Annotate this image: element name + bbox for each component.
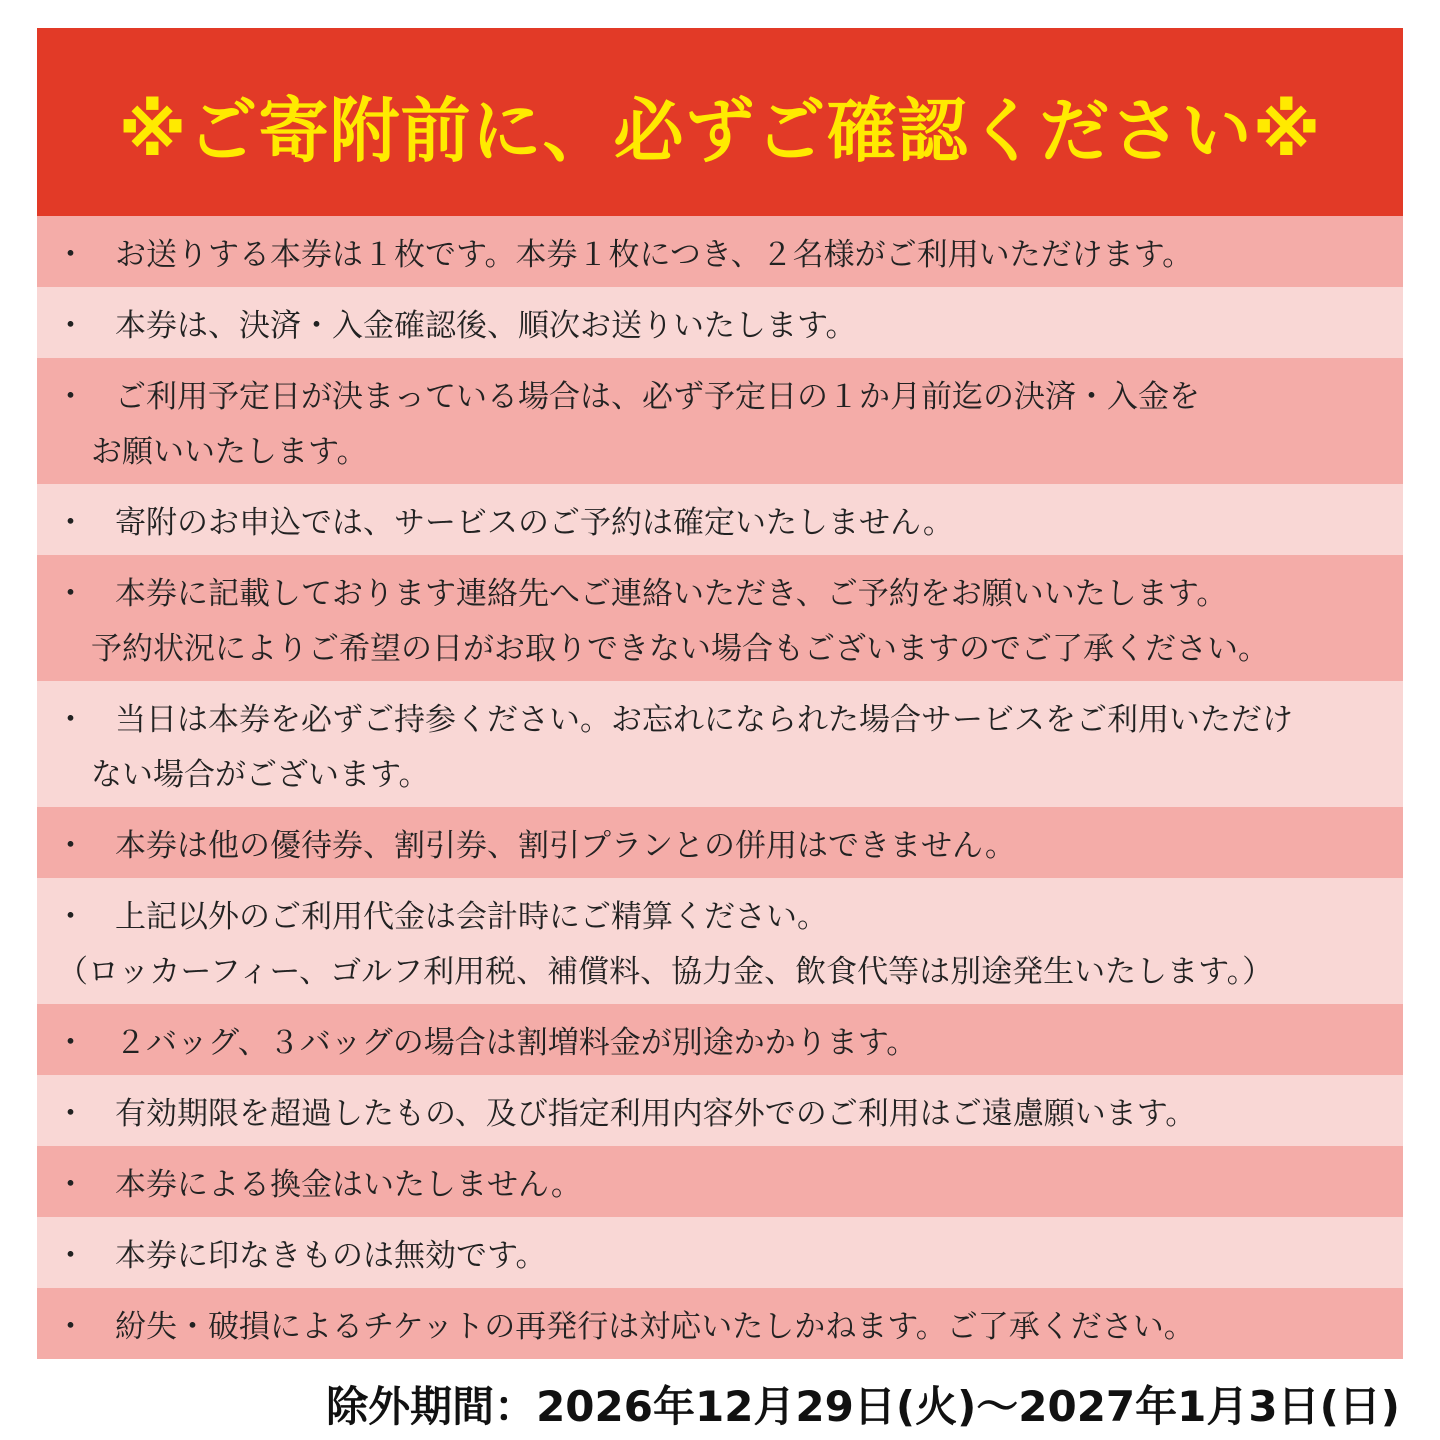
notice-item-5 (37, 555, 1403, 681)
notice-item-6 (37, 681, 1403, 807)
notice-title: ※ご寄附前に、必ずご確認ください※ (118, 89, 1322, 172)
notice-item-4 (37, 484, 1403, 555)
bullet-icon: ・ (55, 899, 86, 935)
bullet-icon: ・ (55, 505, 86, 541)
notice-item-text: ・ ご利用予定日が決まっている場合は、必ず予定日の１か月前迄の決済・入金を (85, 371, 1403, 416)
notice-item-3 (37, 358, 1403, 484)
notice-item-text: ・ 有効期限を超過したもの、及び指定利用内容外でのご利用はご遠慮願います。 (85, 1088, 1403, 1133)
notice-item-text: ・ 寄附のお申込では、サービスのご予約は確定いたしません。 (85, 497, 1403, 542)
notice-panel (37, 28, 1403, 1359)
notice-item-12 (37, 1217, 1403, 1288)
notice-item-7 (37, 807, 1403, 878)
bullet-icon: ・ (55, 237, 86, 273)
notice-item-8 (37, 878, 1403, 1004)
notice-item-text-continued: 予約状況によりご希望の日がお取りできない場合もございますのでご了承ください。 (91, 631, 1269, 667)
bullet-icon: ・ (55, 576, 86, 612)
bullet-icon: ・ (55, 1096, 86, 1132)
notice-item-text: ・ 本券に記載しております連絡先へご連絡いただき、ご予約をお願いいたします。 (85, 568, 1403, 613)
notice-item-text: ・ 上記以外のご利用代金は会計時にご精算ください。 (85, 891, 1403, 936)
notice-item-text: ・ お送りする本券は１枚です。本券１枚につき、２名様がご利用いただけます。 (85, 229, 1403, 274)
notice-item-9 (37, 1004, 1403, 1075)
notice-item-text-continued: （ロッカーフィー、ゴルフ利用税、補償料、協力金、飲食代等は別途発生いたします。） (57, 954, 1274, 990)
notice-item-13 (37, 1288, 1403, 1359)
notice-item-text: ・ 本券による換金はいたしません。 (85, 1159, 1403, 1204)
notice-item-1 (37, 216, 1403, 287)
notice-item-text: ・ ２バッグ、３バッグの場合は割増料金が別途かかります。 (85, 1017, 1403, 1062)
notice-item-text-continued: ない場合がございます。 (91, 757, 430, 793)
bullet-icon: ・ (55, 1025, 86, 1061)
notice-item-text: ・ 当日は本券を必ずご持参ください。お忘れになられた場合サービスをご利用いただけ (85, 694, 1403, 739)
notice-item-text: ・ 紛失・破損によるチケットの再発行は対応いたしかねます。ご了承ください。 (85, 1301, 1403, 1346)
notice-header (37, 28, 1403, 216)
notice-item-2 (37, 287, 1403, 358)
bullet-icon: ・ (55, 379, 86, 415)
notice-item-11 (37, 1146, 1403, 1217)
bullet-icon: ・ (55, 1309, 86, 1345)
bullet-icon: ・ (55, 828, 86, 864)
notice-item-text: ・ 本券は、決済・入金確認後、順次お送りいたします。 (85, 300, 1403, 345)
exclusion-period: 除外期間：2026年12月29日(火)～2027年1月3日(日) (326, 1382, 1400, 1431)
bullet-icon: ・ (55, 1238, 86, 1274)
bullet-icon: ・ (55, 702, 86, 738)
bullet-icon: ・ (55, 308, 86, 344)
bullet-icon: ・ (55, 1167, 86, 1203)
notice-item-10 (37, 1075, 1403, 1146)
notice-item-text-continued: お願いいたします。 (91, 434, 368, 470)
notice-item-text: ・ 本券は他の優待券、割引券、割引プランとの併用はできません。 (85, 820, 1403, 865)
notice-item-text: ・ 本券に印なきものは無効です。 (85, 1230, 1403, 1275)
